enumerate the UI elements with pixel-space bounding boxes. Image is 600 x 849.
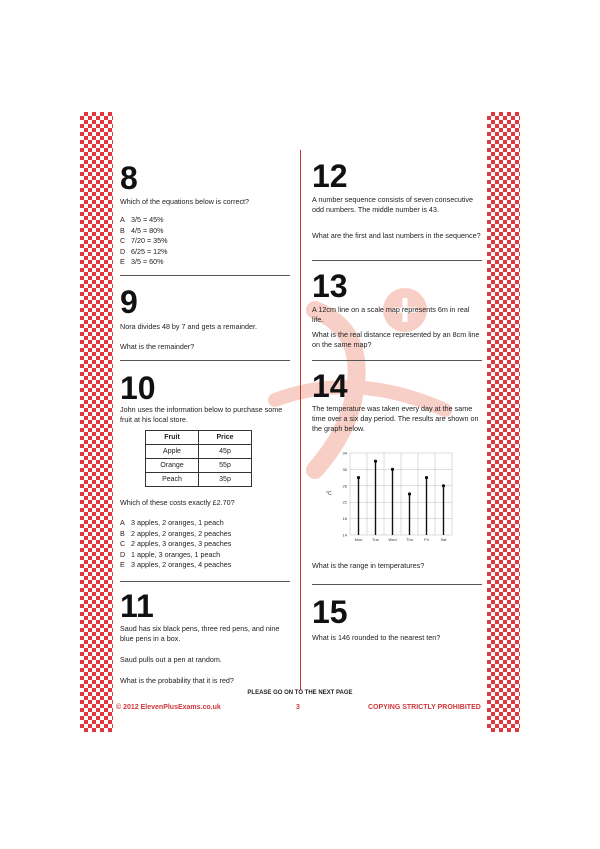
x-tick-label: Tue	[372, 537, 379, 542]
temperature-point	[425, 476, 428, 479]
answer-option	[120, 226, 164, 236]
table-cell: 55p	[199, 459, 252, 473]
answer-option	[120, 236, 168, 246]
question-8-text: Which of the equations below is correct?	[120, 197, 250, 206]
option-text: 2 apples, 3 oranges, 3 peaches	[131, 539, 232, 548]
copyright-text: © 2012 ElevenPlusExams.co.uk	[116, 704, 221, 711]
column-divider	[300, 150, 301, 690]
option-text: 4/5 = 80%	[131, 225, 164, 235]
question-11-text: Saud has six black pens, three red pens, and nine blue pens in a box.	[120, 624, 280, 643]
page-number: 3	[296, 704, 300, 711]
temperature-point	[408, 492, 411, 495]
option-text: 6/25 = 12%	[131, 246, 168, 256]
question-10-text: John uses the information below to purchase some fruit at his local store.	[120, 405, 283, 424]
y-tick-label: 26	[342, 483, 347, 489]
option-letter: E	[120, 257, 125, 266]
checkered-border-right	[487, 112, 520, 732]
table-cell: 35p	[199, 473, 252, 487]
chart-y-label: °C	[326, 491, 332, 497]
option-text: 3/5 = 45%	[131, 215, 164, 224]
x-tick-label: Wed	[388, 537, 397, 542]
option-letter: D	[120, 549, 126, 559]
temperature-point	[374, 460, 377, 463]
question-10-ask: Which of these costs exactly £2.70?	[120, 498, 235, 507]
table-cell: Peach	[146, 473, 199, 487]
question-11-text2: Saud pulls out a pen at random.	[120, 655, 222, 664]
option-text: 1 apple, 3 oranges, 1 peach	[131, 549, 221, 559]
option-letter: A	[120, 215, 125, 224]
question-15-number: 15	[312, 594, 348, 630]
question-13-text: A 12cm line on a scale map represents 6m in real life.	[312, 305, 470, 324]
question-12-number: 12	[312, 158, 348, 194]
question-separator	[312, 360, 482, 361]
option-letter: C	[120, 539, 126, 548]
question-9-number: 9	[120, 284, 138, 320]
question-10-number: 10	[120, 370, 156, 406]
option-letter: C	[120, 236, 126, 245]
question-14-ask: What is the range in temperatures?	[312, 561, 425, 570]
option-letter: B	[120, 528, 125, 538]
checkered-border-left	[80, 112, 113, 732]
option-letter: A	[120, 518, 125, 527]
table-header: Price	[199, 431, 252, 445]
x-tick-label: Fri	[424, 537, 429, 542]
chart-x-ticks	[355, 537, 448, 542]
table-row	[146, 445, 252, 459]
table-row	[146, 459, 252, 473]
answer-option	[120, 550, 220, 560]
answer-option	[120, 215, 164, 225]
fruit-price-table	[145, 430, 252, 487]
question-separator	[312, 260, 482, 261]
option-letter: D	[120, 246, 126, 256]
option-text: 3 apples, 2 oranges, 4 peaches	[131, 560, 232, 569]
answer-option	[120, 518, 224, 528]
x-tick-label: Sat	[440, 537, 447, 542]
question-separator	[312, 584, 482, 585]
option-text: 3/5 = 60%	[131, 257, 164, 266]
question-8-number: 8	[120, 160, 138, 196]
chart-y-ticks	[343, 451, 348, 538]
temperature-point	[442, 484, 445, 487]
answer-option	[120, 247, 168, 257]
question-15-text: What is 146 rounded to the nearest ten?	[312, 633, 441, 642]
x-tick-label: Thu	[406, 537, 413, 542]
question-13-ask: What is the real distance represented by an 8cm line on the same map?	[312, 330, 480, 349]
option-text: 7/20 = 35%	[131, 236, 168, 245]
question-11-ask: What is the probability that it is red?	[120, 676, 234, 685]
table-cell: Orange	[146, 459, 199, 473]
temperature-point	[391, 468, 394, 471]
option-letter: E	[120, 560, 125, 569]
question-12-ask: What are the first and last numbers in the sequence?	[312, 231, 481, 240]
question-13-number: 13	[312, 268, 348, 304]
copying-prohibited-text: COPYING STRICTLY PROHIBITED	[368, 704, 481, 711]
question-14-number: 14	[312, 368, 348, 404]
question-separator	[120, 275, 290, 276]
question-9-text: Nora divides 48 by 7 and gets a remainder.	[120, 322, 258, 331]
y-tick-label: 22	[342, 499, 347, 505]
y-tick-label: 30	[342, 466, 347, 472]
option-text: 3 apples, 2 oranges, 1 peach	[131, 518, 224, 527]
question-14-text: The temperature was taken every day at the same time over a six day period. The results are shown on the graph below.	[312, 404, 479, 433]
table-cell: Apple	[146, 445, 199, 459]
answer-option	[120, 257, 164, 267]
table-cell: 45p	[199, 445, 252, 459]
answer-option	[120, 560, 231, 570]
temperature-point	[357, 476, 360, 479]
option-text: 2 apples, 2 oranges, 2 peaches	[131, 528, 232, 538]
question-separator	[120, 360, 290, 361]
answer-option	[120, 539, 231, 549]
question-12-text: A number sequence consists of seven consecutive odd numbers. The middle number is 43.	[312, 195, 474, 214]
temperature-chart	[320, 445, 460, 550]
table-row	[146, 473, 252, 487]
option-letter: B	[120, 225, 125, 235]
next-page-note: PLEASE GO ON TO THE NEXT PAGE	[247, 690, 353, 696]
y-tick-label: 18	[342, 516, 347, 522]
question-11-number: 11	[120, 588, 154, 624]
x-tick-label: Mon	[354, 537, 363, 542]
answer-option	[120, 529, 231, 539]
question-9-ask: What is the remainder?	[120, 342, 195, 351]
chart-grid	[350, 453, 452, 535]
table-header: Fruit	[146, 431, 199, 445]
y-tick-label: 14	[342, 532, 347, 538]
y-tick-label: 34	[342, 450, 347, 456]
question-separator	[120, 581, 290, 582]
